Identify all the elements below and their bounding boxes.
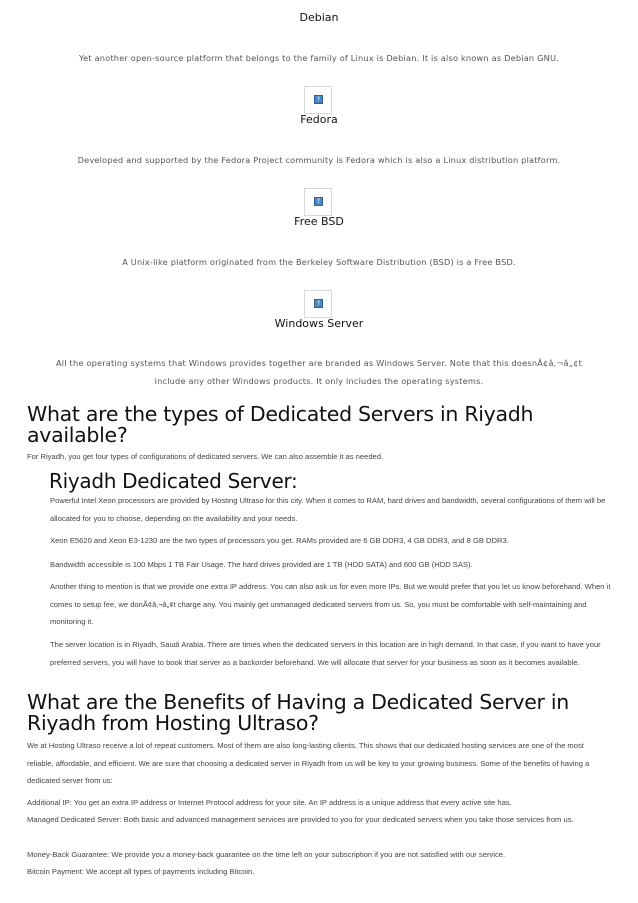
os-description-fedora: Developed and supported by the Fedora Project community is Fedora which is also a Linux distribution platform. <box>77 155 561 165</box>
riyadh-server-paragraph: Powerful Intel Xeon processors are provided by Hosting Ultraso for this city. When it comes to RAM, hard drives and bandwidth, several configurations of them will be allocated for you to choose, depending on the availability and your needs. <box>50 496 606 523</box>
riyadh-server-paragraph: Xeon E5620 and Xeon E3-1230 are the two types of processors you get. RAMs provided are 6 GB DDR3, 4 GB DDR3, and 8 GB DDR3. <box>50 536 509 545</box>
broken-image-icon: ? <box>304 86 332 114</box>
benefit-item: Money-Back Guarantee: We provide you a money-back guarantee on the time left on your subscription if you are not satisfied with our service. <box>27 850 506 859</box>
os-description-windows-server-line1: All the operating systems that Windows provides together are branded as Windows Server. Note that this doesnÃ¢â‚¬â„¢t <box>55 358 583 368</box>
riyadh-server-paragraph: Another thing to mention is that we provide one extra IP address. You can also ask us for even more IPs. But we would prefer that you let us know beforehand. When it comes to setup fee, we donÃ¢â‚¬â„¢t charge any. You mainly get unmanaged dedicated servers from us. So, you must be comfortable with self-maintaining and monitoring it. <box>50 582 611 626</box>
riyadh-server-heading: Riyadh Dedicated Server: <box>49 469 298 493</box>
os-description-windows-server-line2: include any other Windows products. It only includes the operating systems. <box>154 376 484 386</box>
types-intro: For Riyadh, you get four types of configurations of dedicated servers. We can also assemble it as needed. <box>27 452 384 461</box>
os-title-windows-server: Windows Server <box>274 317 364 330</box>
benefit-item: Additional IP: You get an extra IP address or Internet Protocol address for your site. An IP address is a unique address that every active site has. <box>27 798 512 807</box>
os-title-debian: Debian <box>299 11 339 24</box>
benefits-intro: We at Hosting Ultraso receive a lot of repeat customers. Most of them are also long-lasting clients. This shows that our dedicated hosting services are one of the most reliable, affordable, and efficient. We are sure that choosing a dedicated server in Riyadh from us will be key to your growing business. Some of the benefits of having a dedicated server from us: <box>27 741 590 785</box>
riyadh-server-paragraph: The server location is in Riyadh, Saudi Arabia. There are times when the dedicated servers in this location are in high demand. In that case, if you want to have your preferred servers, you will have to book that server as a backorder beforehand. We will allocate that server for your business as soon as it becomes available. <box>50 640 601 667</box>
riyadh-server-paragraph: Bandwidth accessible is 100 Mbps 1 TB Fair Usage. The hard drives provided are 1 TB (HDD SATA) and 600 GB (HDD SAS). <box>50 560 473 569</box>
broken-image-icon: ? <box>304 188 332 216</box>
benefit-item: Managed Dedicated Server: Both basic and advanced management services are provided to you for your dedicated servers when you take those services from us. <box>27 815 574 824</box>
os-title-fedora: Fedora <box>300 113 338 126</box>
types-heading: What are the types of Dedicated Servers in Riyadh available? <box>27 402 534 447</box>
os-title-freebsd: Free BSD <box>294 215 344 228</box>
broken-image-icon: ? <box>304 290 332 318</box>
os-description-debian: Yet another open-source platform that belongs to the family of Linux is Debian. It is also known as Debian GNU. <box>79 53 559 63</box>
benefits-heading: What are the Benefits of Having a Dedicated Server in Riyadh from Hosting Ultraso? <box>27 690 569 735</box>
os-description-freebsd: A Unix-like platform originated from the Berkeley Software Distribution (BSD) is a Free BSD. <box>122 257 516 267</box>
benefit-item: Bitcoin Payment: We accept all types of payments including Bitcoin. <box>27 867 255 876</box>
